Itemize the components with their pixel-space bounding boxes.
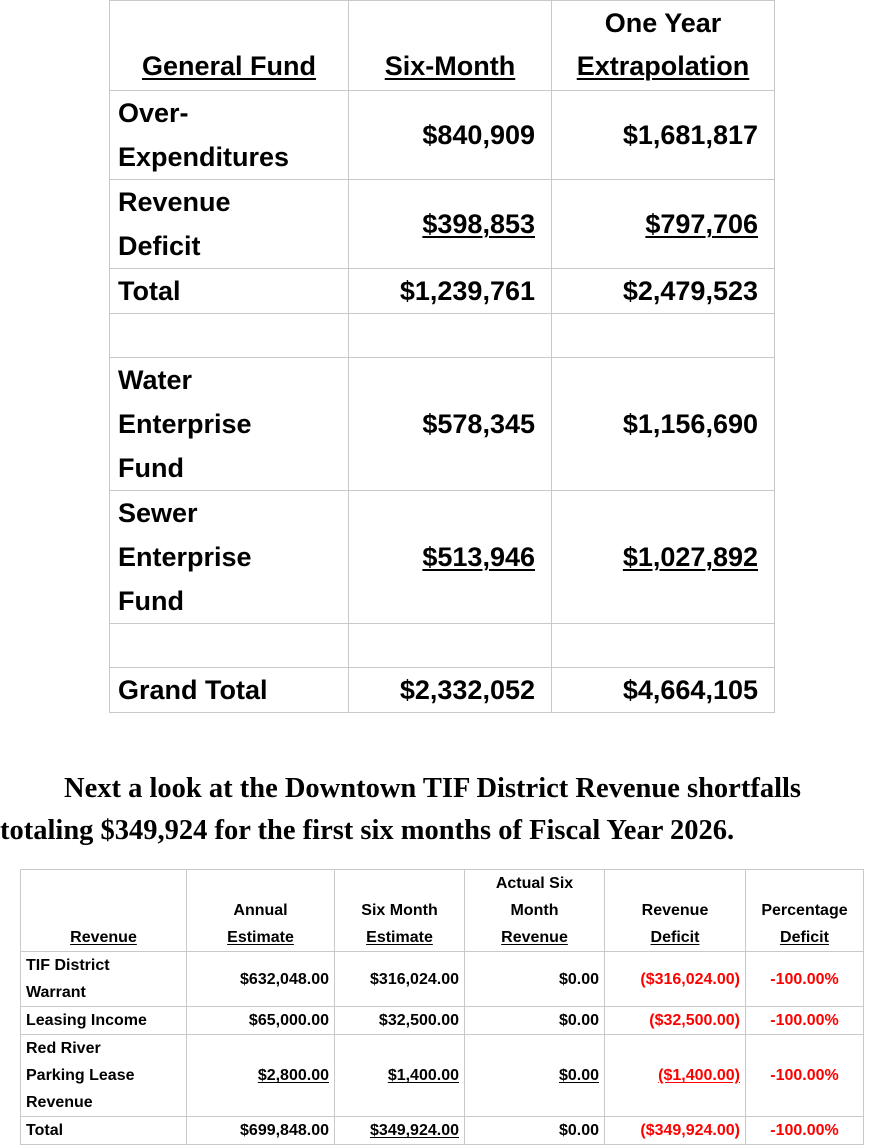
one-year-value: $1,027,892 — [552, 491, 775, 624]
actual-revenue-value: $0.00 — [465, 1007, 605, 1035]
actual-revenue-value: $0.00 — [465, 1117, 605, 1145]
row-water-enterprise-fund — [110, 358, 775, 491]
row-sewer-enterprise-fund — [110, 491, 775, 624]
tif-table-header-row — [21, 870, 864, 952]
revenue-deficit-value: ($316,024.00) — [605, 952, 746, 1007]
actual-revenue-value: $0.00 — [465, 1035, 605, 1117]
one-year-value: $1,681,817 — [552, 91, 775, 180]
tif-row-leasing-income — [21, 1007, 864, 1035]
revenue-deficit-value: ($32,500.00) — [605, 1007, 746, 1035]
row-grand-total — [110, 668, 775, 713]
row-total — [110, 269, 775, 314]
tif-row-total — [21, 1117, 864, 1145]
header-revenue: Revenue — [21, 870, 187, 952]
percentage-deficit-value: -100.00% — [746, 1117, 864, 1145]
annual-estimate-value: $699,848.00 — [187, 1117, 335, 1145]
annual-estimate-value: $632,048.00 — [187, 952, 335, 1007]
intro-line-2: totaling $349,924 for the first six months of Fiscal Year 2026. — [0, 815, 735, 846]
header-one-year-extrapolation: One Year Extrapolation — [552, 1, 775, 91]
tif-revenue-table — [20, 869, 864, 1145]
one-year-value: $2,479,523 — [552, 269, 775, 314]
annual-estimate-value: $65,000.00 — [187, 1007, 335, 1035]
one-year-value: $1,156,690 — [552, 358, 775, 491]
row-label: Over- Expenditures — [110, 91, 349, 180]
row-label: TIF District Warrant — [21, 952, 187, 1007]
header-revenue-deficit: Revenue Deficit — [605, 870, 746, 952]
one-year-value: $797,706 — [552, 180, 775, 269]
header-general-fund: General Fund — [110, 1, 349, 91]
header-actual-six-month-revenue: Actual Six Month Revenue — [465, 870, 605, 952]
intro-paragraph — [0, 768, 880, 852]
actual-revenue-value: $0.00 — [465, 952, 605, 1007]
row-spacer — [110, 624, 775, 668]
intro-line-1: Next a look at the Downtown TIF District Revenue shortfalls — [64, 773, 801, 804]
row-label: Water Enterprise Fund — [110, 358, 349, 491]
fund-summary-table — [109, 0, 775, 713]
fund-table-header-row — [110, 1, 775, 91]
row-label: Sewer Enterprise Fund — [110, 491, 349, 624]
row-over-expenditures — [110, 91, 775, 180]
header-annual-estimate: Annual Estimate — [187, 870, 335, 952]
one-year-value: $4,664,105 — [552, 668, 775, 713]
six-month-estimate-value: $349,924.00 — [335, 1117, 465, 1145]
row-label: Red River Parking Lease Revenue — [21, 1035, 187, 1117]
six-month-estimate-value: $32,500.00 — [335, 1007, 465, 1035]
six-month-estimate-value: $316,024.00 — [335, 952, 465, 1007]
row-label: Total — [21, 1117, 187, 1145]
tif-row-district-warrant — [21, 952, 864, 1007]
tif-row-red-river-parking — [21, 1035, 864, 1117]
row-label: Grand Total — [110, 668, 349, 713]
percentage-deficit-value: -100.00% — [746, 952, 864, 1007]
six-month-value: $2,332,052 — [349, 668, 552, 713]
percentage-deficit-value: -100.00% — [746, 1007, 864, 1035]
six-month-value: $840,909 — [349, 91, 552, 180]
row-label: Total — [110, 269, 349, 314]
six-month-estimate-value: $1,400.00 — [335, 1035, 465, 1117]
row-revenue-deficit — [110, 180, 775, 269]
annual-estimate-value: $2,800.00 — [187, 1035, 335, 1117]
header-six-month-estimate: Six Month Estimate — [335, 870, 465, 952]
six-month-value: $513,946 — [349, 491, 552, 624]
header-percentage-deficit: Percentage Deficit — [746, 870, 864, 952]
row-label: Leasing Income — [21, 1007, 187, 1035]
revenue-deficit-value: ($1,400.00) — [605, 1035, 746, 1117]
header-six-month: Six-Month — [349, 1, 552, 91]
row-spacer — [110, 314, 775, 358]
six-month-value: $398,853 — [349, 180, 552, 269]
revenue-deficit-value: ($349,924.00) — [605, 1117, 746, 1145]
percentage-deficit-value: -100.00% — [746, 1035, 864, 1117]
row-label: Revenue Deficit — [110, 180, 349, 269]
six-month-value: $1,239,761 — [349, 269, 552, 314]
six-month-value: $578,345 — [349, 358, 552, 491]
